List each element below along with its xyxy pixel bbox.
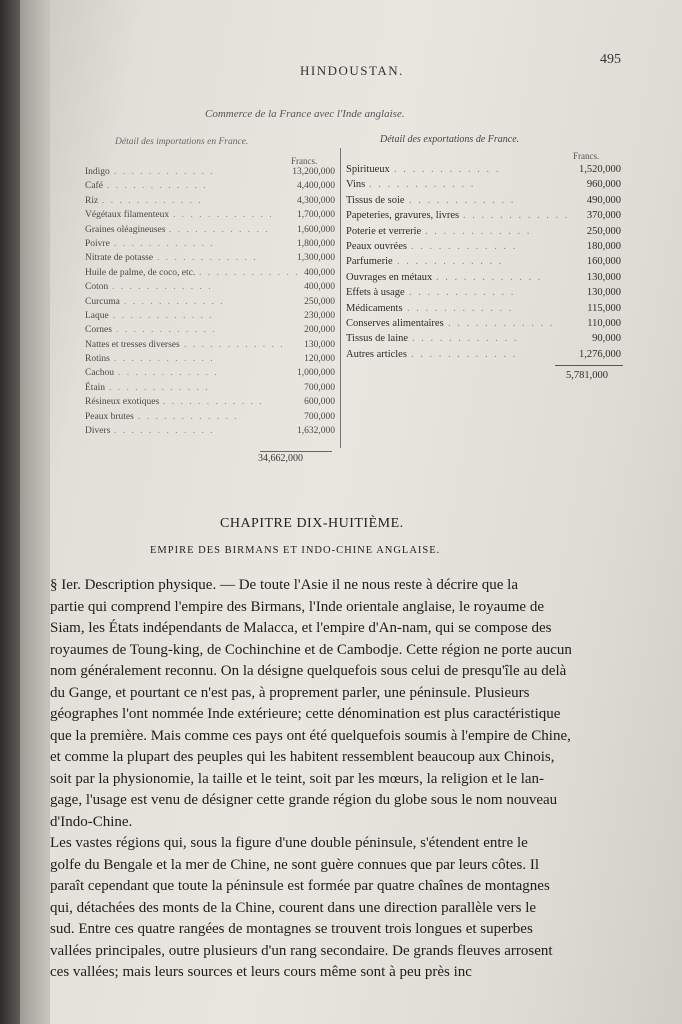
import-row	[85, 323, 335, 337]
import-row-value: 4,300,000	[297, 195, 335, 206]
export-row-value: 115,000	[587, 302, 621, 314]
body-line: § Ier. Description physique. — De toute l'Asie il ne nous reste à décrire que la	[50, 577, 518, 593]
export-row-value: 370,000	[586, 210, 621, 222]
book-page	[50, 0, 682, 1024]
import-row	[85, 237, 335, 251]
body-line: que la première. Mais comme ces pays ont été quelquefois soumis à l'empire de Chine,	[50, 727, 571, 744]
body-line: qui, détachées des monts de la Chine, courent dans une direction parallèle vers le	[50, 899, 537, 916]
import-row-label: Rotins	[85, 354, 110, 365]
leader-dots: . . . . . . . . . . . .	[102, 195, 203, 206]
exports-list	[346, 162, 621, 362]
import-row	[85, 194, 335, 208]
import-row-value: 600,000	[304, 397, 335, 408]
export-row-label: Autres articles	[346, 348, 407, 360]
export-row-label: Spiritueux	[346, 164, 390, 175]
import-row-label: Étain	[85, 382, 106, 393]
export-row-label: Ouvrages en métaux	[346, 271, 433, 283]
export-row	[346, 239, 621, 254]
export-row-value: 160,000	[586, 256, 621, 268]
import-row-label: Divers	[85, 426, 111, 437]
import-row	[85, 280, 335, 294]
import-row-label: Résineux exotiques	[85, 397, 160, 408]
import-row-label: Indigo	[85, 167, 110, 177]
export-row-label: Médicaments	[346, 302, 403, 314]
leader-dots: . . . . . . . . . . . .	[157, 253, 258, 264]
imports-total: 34,662,000	[258, 453, 303, 464]
body-text	[50, 575, 610, 984]
leader-dots: . . . . . . . . . . . .	[112, 282, 213, 293]
leader-dots: . . . . . . . . . . . .	[463, 210, 570, 222]
export-row-value: 960,000	[586, 179, 621, 191]
export-row-value: 180,000	[586, 240, 621, 252]
export-row-value: 1,276,000	[579, 348, 621, 360]
leader-dots: . . . . . . . . . . . .	[411, 240, 518, 252]
leader-dots: . . . . . . . . . . . .	[124, 296, 225, 307]
body-line: et comme la plupart des peuples qui les habitent ressemblent beaucoup aux Chinois,	[50, 749, 555, 765]
import-row	[85, 338, 335, 352]
import-row-label: Nitrate de potasse	[85, 253, 154, 264]
export-row	[346, 177, 621, 192]
column-divider	[340, 148, 341, 448]
import-row-label: Cachou	[85, 368, 115, 379]
import-row-value: 230,000	[304, 310, 335, 321]
import-row-label: Riz	[85, 195, 99, 206]
leader-dots: . . . . . . . . . . . .	[109, 382, 210, 393]
imports-title: Détail des importations en France.	[115, 137, 249, 147]
import-row-label: Curcuma	[85, 296, 120, 307]
leader-dots: . . . . . . . . . . . .	[114, 426, 215, 437]
import-row	[85, 251, 335, 265]
import-row	[85, 352, 335, 366]
leader-dots: . . . . . . . . . . . .	[118, 368, 219, 379]
body-line: sud. Entre ces quatre rangées de montagnes se trouvent trois longues et superbes	[50, 921, 533, 937]
import-row-value: 1,800,000	[297, 238, 335, 249]
running-head: HINDOUSTAN.	[300, 63, 404, 78]
export-row	[346, 162, 621, 177]
import-row	[85, 179, 335, 193]
leader-dots: . . . . . . . . . . . .	[169, 224, 270, 235]
body-line: Siam, les États indépendants de Malacca, et l'empire d'An-nam, qui se compose des	[50, 620, 552, 636]
import-row-label: Poivre	[85, 238, 110, 249]
leader-dots: . . . . . . . . . . . .	[448, 317, 555, 329]
import-row-value: 400,000	[304, 267, 335, 278]
leader-dots: . . . . . . . . . . . .	[184, 339, 285, 350]
export-row-label: Tissus de soie	[346, 194, 405, 206]
body-line: royaumes de Toung-king, de Cochinchine et de Cambodje. Cette région ne porte aucun	[50, 641, 572, 658]
import-row-value: 200,000	[304, 325, 335, 336]
import-row-value: 700,000	[304, 411, 335, 422]
leader-dots: . . . . . . . . . . . .	[138, 411, 239, 422]
leader-dots: . . . . . . . . . . . .	[116, 325, 217, 336]
export-row	[346, 285, 621, 300]
body-line: partie qui comprend l'empire des Birmans, l'Inde orientale anglaise, le royaume de	[50, 598, 544, 615]
export-row	[346, 331, 621, 346]
export-row-label: Conserves alimentaires	[346, 317, 444, 329]
body-line: golfe du Bengale et la mer de Chine, ne sont guère connues que par leurs côtes. Il	[50, 856, 540, 873]
import-row-value: 1,300,000	[297, 253, 335, 264]
exports-unit: Francs.	[573, 151, 600, 161]
leader-dots: . . . . . . . . . . . .	[107, 181, 208, 192]
page-number: 495	[600, 52, 621, 67]
export-row-value: 1,520,000	[579, 164, 621, 175]
import-row	[85, 266, 335, 280]
leader-dots: . . . . . . . . . . . .	[394, 164, 501, 175]
import-row-value: 1,700,000	[297, 210, 335, 221]
export-row	[346, 224, 621, 239]
import-row-value: 13,200,000	[292, 167, 335, 177]
export-row-value: 90,000	[592, 333, 621, 345]
export-row-label: Poterie et verrerie	[346, 225, 422, 237]
import-row-label: Graines oléagineuses	[85, 224, 166, 235]
export-row-label: Tissus de laine	[346, 333, 409, 345]
body-line: géographes l'ont nommée Inde extérieure; cette dénomination est plus caractéristique	[50, 706, 561, 722]
export-row	[346, 347, 621, 362]
leader-dots: . . . . . . . . . . . .	[397, 256, 504, 268]
import-row-value: 700,000	[304, 382, 335, 393]
export-row-label: Papeteries, gravures, livres	[346, 210, 460, 222]
import-row-value: 1,600,000	[297, 224, 335, 235]
import-row-value: 1,000,000	[297, 368, 335, 379]
export-row	[346, 301, 621, 316]
import-row	[85, 424, 335, 438]
import-row-value: 120,000	[304, 354, 335, 365]
leader-dots: . . . . . . . . . . . .	[199, 267, 300, 278]
import-row	[85, 395, 335, 409]
chapter-title: CHAPITRE DIX-HUITIÈME.	[220, 516, 404, 531]
leader-dots: . . . . . . . . . . . .	[173, 210, 274, 221]
import-row	[85, 410, 335, 424]
import-row-label: Peaux brutes	[85, 411, 134, 422]
leader-dots: . . . . . . . . . . . .	[407, 302, 514, 314]
body-line: vallées principales, outre plusieurs d'un rang secondaire. De grands fleuves arrosent	[50, 942, 553, 959]
import-row-label: Cornes	[85, 325, 112, 336]
import-row-value: 4,400,000	[297, 181, 335, 192]
leader-dots: . . . . . . . . . . . .	[114, 167, 215, 177]
export-row-label: Parfumerie	[346, 256, 393, 268]
imports-unit: Francs.	[291, 156, 318, 166]
table-title: Commerce de la France avec l'Inde anglaise.	[205, 108, 405, 120]
body-line: ces vallées; mais leurs sources et leurs cours même sont à peu près inc	[50, 964, 472, 980]
body-line: nom généralement reconnu. On la désigne quelquefois sous celui de presqu'île au delà	[50, 663, 567, 679]
export-row	[346, 254, 621, 269]
leader-dots: . . . . . . . . . . . .	[114, 354, 215, 365]
body-line: Les vastes régions qui, sous la figure d'une double péninsule, s'étendent entre le	[50, 835, 528, 851]
import-row-value: 250,000	[304, 296, 335, 307]
leader-dots: . . . . . . . . . . . .	[409, 287, 516, 299]
import-row-label: Nattes et tresses diverses	[85, 339, 180, 350]
leader-dots: . . . . . . . . . . . .	[436, 271, 543, 283]
export-row-value: 110,000	[587, 317, 621, 329]
import-row-label: Huile de palme, de coco, etc.	[85, 267, 196, 278]
leader-dots: . . . . . . . . . . . .	[163, 397, 264, 408]
export-row	[346, 270, 621, 285]
export-row	[346, 193, 621, 208]
export-row-value: 130,000	[586, 271, 621, 283]
leader-dots: . . . . . . . . . . . .	[369, 179, 476, 191]
export-row-label: Peaux ouvrées	[346, 240, 407, 252]
leader-dots: . . . . . . . . . . . .	[409, 194, 516, 206]
leader-dots: . . . . . . . . . . . .	[113, 310, 214, 321]
import-row	[85, 366, 335, 380]
chapter-subtitle: EMPIRE DES BIRMANS ET INDO-CHINE ANGLAISE.	[150, 545, 441, 556]
export-row-value: 250,000	[586, 225, 621, 237]
import-row-value: 130,000	[304, 339, 335, 350]
body-line: d'Indo-Chine.	[50, 813, 133, 830]
import-row	[85, 165, 335, 179]
import-row-label: Coton	[85, 282, 109, 293]
export-row-label: Effets à usage	[346, 287, 405, 299]
import-row-label: Café	[85, 181, 103, 192]
imports-sum-rule	[260, 451, 332, 452]
import-row-label: Végétaux filamenteux	[85, 210, 170, 221]
import-row	[85, 223, 335, 237]
export-row	[346, 316, 621, 331]
body-line: du Gange, et pourtant ce n'est pas, à proprement parler, une péninsule. Plusieurs	[50, 684, 530, 701]
import-row	[85, 309, 335, 323]
leader-dots: . . . . . . . . . . . .	[411, 348, 518, 360]
exports-sum-rule	[555, 365, 623, 366]
imports-list	[85, 165, 335, 438]
leader-dots: . . . . . . . . . . . .	[412, 333, 519, 345]
export-row-value: 130,000	[586, 287, 621, 299]
export-row	[346, 208, 621, 223]
leader-dots: . . . . . . . . . . . .	[114, 238, 215, 249]
export-row-label: Vins	[346, 179, 366, 191]
exports-total: 5,781,000	[566, 370, 608, 381]
exports-title: Détail des exportations de France.	[380, 134, 520, 145]
body-line: gage, l'usage est venu de désigner cette grande région du globe sous le nom nouveau	[50, 792, 558, 808]
body-line: paraît cependant que toute la péninsule est formée par quatre chaînes de montagnes	[50, 878, 550, 894]
import-row-value: 400,000	[304, 282, 335, 293]
export-row-value: 490,000	[586, 194, 621, 206]
import-row-value: 1,632,000	[297, 426, 335, 437]
book-spine-shadow	[0, 0, 20, 1024]
import-row-label: Laque	[85, 310, 109, 321]
body-line: soit par la physionomie, la taille et le teint, soit par les mœurs, la religion et le lan-	[50, 770, 545, 787]
import-row	[85, 208, 335, 222]
import-row	[85, 295, 335, 309]
import-row	[85, 381, 335, 395]
leader-dots: . . . . . . . . . . . .	[425, 225, 532, 237]
